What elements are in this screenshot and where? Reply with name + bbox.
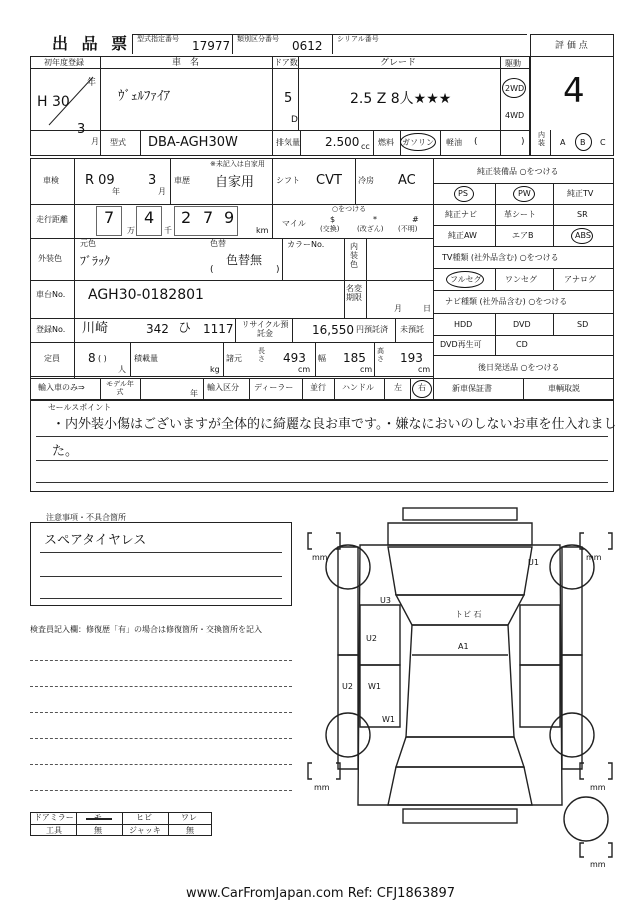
drive-4wd: 4WD	[505, 111, 525, 120]
length-label: 長さ	[258, 347, 265, 363]
handle-label: ハンドル	[342, 383, 374, 392]
equip-sr: SR	[577, 210, 588, 219]
diesel-label: 軽油	[446, 138, 462, 147]
first-reg-label: 初年度登録	[44, 58, 84, 67]
shaken-era: R 09	[85, 173, 115, 188]
grade-value: 2.5 Z 8人★★★	[350, 91, 452, 107]
capacity-paren: ( )	[98, 354, 107, 363]
width-unit: cm	[360, 365, 373, 374]
import-label: 輸入車のみ⇒	[38, 383, 85, 392]
sales-point-box	[30, 400, 617, 492]
length-unit: cm	[298, 365, 311, 374]
cd-label: CD	[516, 340, 528, 349]
model-no: 17977	[192, 39, 231, 53]
ac-label: 冷房	[358, 176, 374, 185]
tv-header: TV種類 (社外品含む) ○をつける	[442, 253, 559, 262]
history-note: ※未記入は自家用	[210, 160, 265, 168]
shift-label: シフト	[276, 176, 300, 185]
fuel-paren-close: )	[521, 137, 525, 147]
length-value: 493	[283, 351, 306, 365]
class-no: 0612	[292, 39, 323, 53]
car-name-label: 車 名	[172, 58, 200, 68]
recycle-suffix: 円預託済	[356, 325, 388, 334]
score-value: 4	[563, 71, 585, 111]
shaken-label: 車検	[43, 176, 59, 185]
notes-line-1: スペアタイヤレス	[44, 533, 147, 548]
mileage-digit-3: 2	[181, 208, 192, 227]
model-type-value: DBA-AGH30W	[148, 135, 238, 150]
mm-label-spare: mm	[590, 860, 606, 869]
equip-navi: 純正ナビ	[445, 210, 477, 219]
drive-2wd: 2WD	[505, 84, 525, 93]
reg-area: 川崎	[82, 321, 109, 336]
mm-label-rr: mm	[590, 783, 606, 792]
mirror-label: ドアミラー	[34, 813, 74, 822]
name-change-month: 月	[394, 304, 402, 313]
sales-point-line-2: た。	[52, 444, 79, 459]
odo-unknown: (不明)	[398, 225, 418, 233]
grade-label: グレード	[380, 58, 417, 68]
mileage-label: 走行距離	[36, 215, 68, 224]
model-no-label: 型式指定番号	[137, 35, 179, 43]
equip-aw: 純正AW	[448, 231, 477, 240]
handle-right: 右	[418, 383, 426, 392]
odo-dollar: $	[330, 215, 336, 224]
tv-analog: アナログ	[564, 275, 596, 284]
repaint-paren-open: (	[210, 265, 214, 275]
mileage-sen: 千	[164, 226, 172, 235]
name-change-day: 日	[423, 304, 431, 313]
mm-label-fl: mm	[312, 553, 328, 562]
tv-oneseg: ワンセグ	[505, 275, 537, 284]
mileage-digit-5: 9	[224, 208, 235, 227]
class-no-label: 類別区分番号	[237, 35, 279, 43]
displacement-value: 2.500	[325, 135, 360, 149]
odo-star: *	[373, 215, 377, 224]
jack-label: ジャッキ	[129, 826, 161, 835]
mm-label-rl: mm	[314, 783, 330, 792]
mileage-digit-4: 7	[203, 208, 214, 227]
mark-a1: A1	[458, 642, 469, 651]
month-suffix: 月	[91, 137, 99, 146]
drive-2wd-circle	[502, 78, 526, 98]
equip-airbag: エアB	[512, 231, 534, 240]
orig-color-label: 元色	[80, 239, 96, 248]
first-reg-month: 3	[77, 122, 86, 137]
mark-u2-front: U2	[366, 634, 377, 643]
reg-number: 1117	[203, 322, 234, 336]
mark-w1-rear: W1	[382, 715, 395, 724]
doors-label: ドア数	[274, 58, 298, 67]
spec-label: 諸元	[226, 354, 242, 363]
car-damage-diagram	[300, 505, 620, 875]
repaint-label: 色替	[210, 239, 226, 248]
serial-label: シリアル番号	[337, 35, 379, 43]
repaint-value: 色替無	[226, 253, 263, 267]
odo-hash: #	[412, 215, 419, 224]
height-label: 高さ	[377, 347, 384, 363]
form-title: 出 品 票	[52, 34, 132, 53]
equip-ps: PS	[458, 189, 468, 198]
tools-label: 工具	[46, 826, 62, 835]
equip-abs: ABS	[575, 231, 591, 240]
doors-value: 5	[284, 91, 293, 106]
history-label: 車歴	[174, 176, 190, 185]
fuel-paren-open: (	[474, 137, 478, 147]
recycle-label: リサイクル預託金	[241, 320, 289, 339]
docs-manual: 車輌取説	[548, 384, 580, 393]
chassis-value: AGH30-0182801	[88, 287, 204, 303]
reg-class: 342	[146, 322, 169, 336]
first-reg-era: H 30	[37, 94, 70, 110]
mileage-unit: km	[256, 226, 269, 235]
mm-label-fr: mm	[586, 553, 602, 562]
mileage-digit-2: 4	[144, 208, 155, 227]
capacity-value: 8	[88, 351, 96, 365]
year-suffix: 年	[87, 78, 97, 88]
navi-dvd: DVD	[513, 320, 531, 329]
repaint-paren-close: )	[276, 265, 280, 275]
score-label: 評 価 点	[555, 41, 588, 51]
recycle-not: 未預託	[400, 325, 424, 334]
inspector-label: 検査員記入欄：修復歴「有」の場合は修復箇所・交換箇所を記入	[30, 625, 262, 634]
handle-left: 左	[394, 383, 402, 392]
mark-chip: トビ 石	[455, 610, 482, 619]
car-name: ｳﾞｪﾙﾌｧｲｱ	[118, 89, 170, 104]
mark-u1: U1	[528, 558, 539, 567]
equip-header: 純正装備品 ○をつける	[477, 167, 559, 176]
mileage-man: 万	[127, 226, 135, 235]
displacement-unit: cc	[361, 142, 370, 151]
width-label: 幅	[318, 354, 326, 363]
ac-value: AC	[398, 173, 416, 188]
reg-kana: ひ	[178, 321, 192, 336]
odo-exchange: (交換)	[320, 225, 340, 233]
capacity-unit: 人	[118, 365, 126, 374]
displacement-label: 排気量	[276, 138, 300, 147]
sales-point-label: セールスポイント	[48, 403, 112, 412]
interior-label: 内装	[538, 131, 545, 147]
dealer-label: ディーラー	[254, 383, 294, 392]
fuel-gasoline: ガソリン	[402, 138, 434, 147]
equip-tv: 純正TV	[567, 189, 594, 198]
equip-leather: 革シート	[504, 210, 536, 219]
reg-label: 登録No.	[36, 325, 66, 334]
mile-label: マイル	[282, 219, 306, 228]
shaken-year-suffix: 年	[112, 187, 120, 196]
footer-ref: www.CarFromJapan.com Ref: CFJ1863897	[186, 886, 456, 901]
mileage-digit-1: 7	[104, 208, 115, 227]
parallel-label: 並行	[310, 383, 326, 392]
fuel-circle	[400, 133, 436, 151]
load-label: 積載量	[134, 354, 158, 363]
history-value: 自家用	[215, 175, 255, 190]
break-label: ワレ	[181, 813, 197, 822]
docs-header: 後日発送品 ○をつける	[478, 363, 560, 372]
mark-w1-door: W1	[368, 682, 381, 691]
jack-value: 無	[186, 826, 194, 835]
mark-u2-rear: U2	[342, 682, 353, 691]
shaken-month-suffix: 月	[158, 187, 166, 196]
fuel-label: 燃料	[378, 138, 394, 147]
tv-fullseg: フルセグ	[450, 275, 482, 284]
tools-value: 無	[94, 826, 102, 835]
interior-b: B	[580, 138, 586, 147]
width-value: 185	[343, 351, 366, 365]
model-type-label: 型式	[110, 138, 126, 147]
interior-a: A	[560, 138, 566, 147]
model-year-suffix: 年	[190, 389, 198, 398]
color-no-label: カラーNo.	[287, 240, 325, 249]
recycle-value: 16,550	[312, 323, 354, 337]
navi-hdd: HDD	[454, 320, 473, 329]
navi-sd: SD	[577, 320, 589, 329]
chassis-label: 車台No.	[36, 290, 66, 299]
docs-warranty: 新車保証書	[452, 384, 492, 393]
dvd-play-label: DVD再生可	[440, 340, 482, 349]
handle-right-circle	[412, 380, 432, 398]
capacity-label: 定員	[44, 354, 60, 363]
load-unit: kg	[210, 365, 220, 374]
shift-value: CVT	[316, 173, 342, 188]
model-year-label: モデル年式	[106, 380, 134, 397]
sales-point-line-1: ・内外装小傷はございますが全体的に綺麗な良お車です。・嫌なにおいのしないお車を仕入れまし	[52, 417, 617, 432]
odo-circle-note: ○をつける	[332, 205, 367, 213]
height-value: 193	[400, 351, 423, 365]
interior-c: C	[600, 138, 606, 147]
navi-header: ナビ種類 (社外品含む) ○をつける	[445, 297, 568, 306]
orig-color-value: ﾌﾞﾗｯｸ	[80, 254, 111, 268]
import-type-label: 輸入区分	[207, 383, 239, 392]
mark-u3: U3	[380, 596, 391, 605]
equip-pw: PW	[518, 189, 531, 198]
shaken-month: 3	[148, 173, 157, 188]
color-label: 外装色	[38, 254, 62, 263]
door-type: D	[291, 115, 298, 125]
name-change-label: 名変期限	[346, 284, 362, 303]
notes-label: 注意事項・不具合箇所	[46, 513, 126, 522]
crack-label: ヒビ	[136, 813, 152, 822]
height-unit: cm	[418, 365, 431, 374]
odo-altered: (改ざん)	[357, 225, 384, 233]
interior-color-label: 内装色	[350, 242, 358, 269]
drive-label: 駆動	[505, 59, 521, 68]
interior-b-circle	[575, 133, 592, 151]
